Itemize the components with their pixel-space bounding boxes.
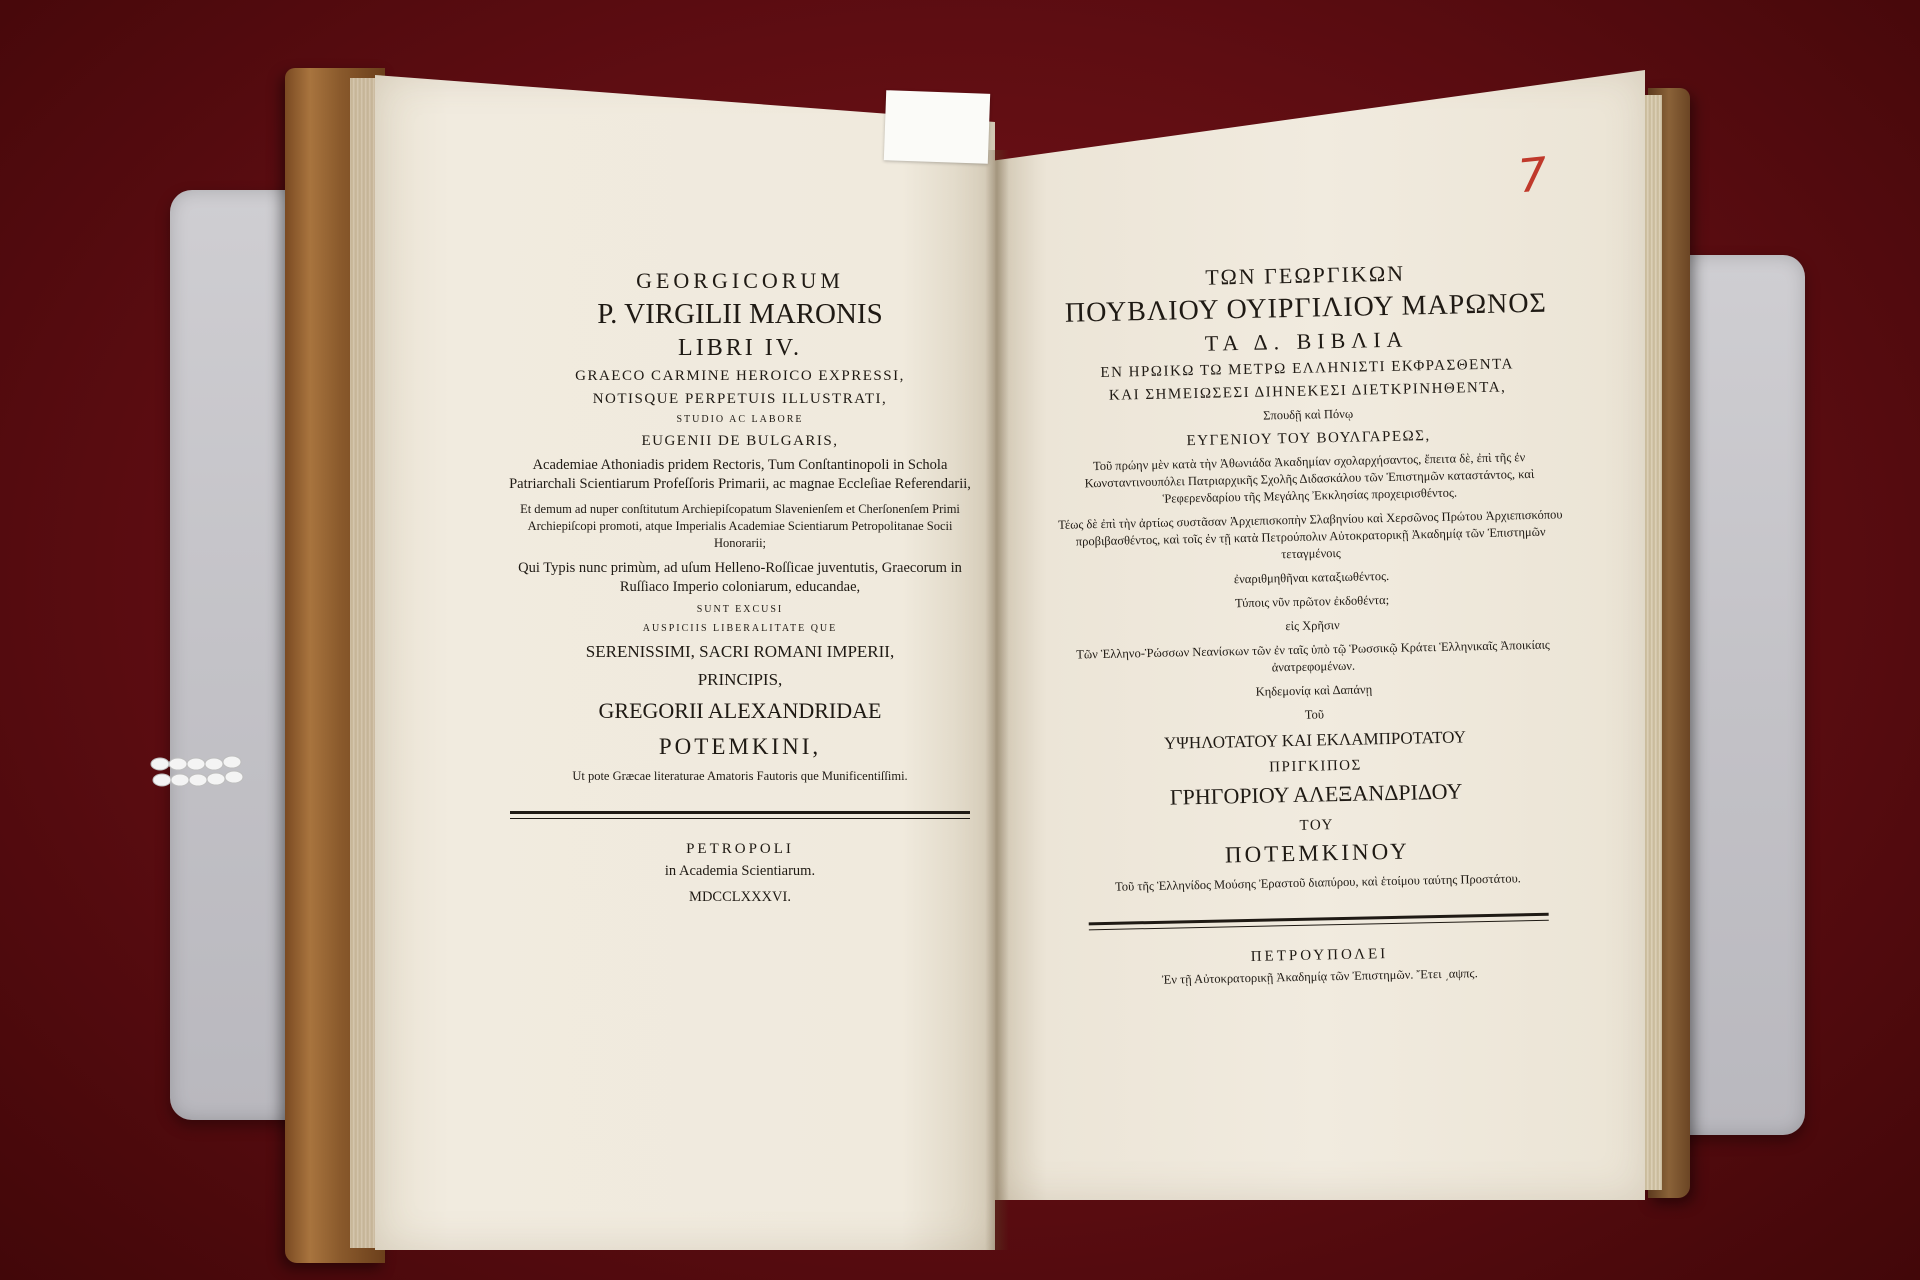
folio-annotation: 7 <box>1515 146 1551 204</box>
latin-title-line: Ut pote Græcae literaturae Amatoris Fautoris que Munificentiſſimi. <box>572 769 908 783</box>
greek-title-line: ΠΟΥΒΛΙΟΥ ΟΥΙΡΓΙΛΙΟΥ ΜΑΡΩΝΟΣ <box>1064 287 1548 329</box>
greek-title-line: Τῶν Ἑλληνο-Ῥώσσων Νεανίσκων τῶν ἐν ταῖς ὑπὸ τῷ Ῥωσσικῷ Κράτει Ἑλληνικαῖς Ἀποικίαις ἀνατρεφομένων. <box>1076 637 1550 675</box>
imprint-line: ΠΕΤΡΟΥΠΟΛΕΙ <box>1250 946 1389 965</box>
left-title-text <box>505 268 975 914</box>
latin-title-line: Academiae Athoniadis pridem Rectoris, Tum Conſtantinopoli in Schola Patriarchali Scientiarum Profeſſoris Primarii, ac magnae Eccleſiae Referendarii, <box>509 457 971 492</box>
greek-title-line: ΥΨΗΛΟΤΑΤΟΥ ΚΑΙ ΕΚΛΑΜΠΡΟΤΑΤΟΥ <box>1163 727 1467 753</box>
latin-title-line: SERENISSIMI, SACRI ROMANI IMPERII, <box>585 642 895 661</box>
greek-title-line: ἐναριθμηθῆναι καταξιωθέντος. <box>1233 568 1390 587</box>
bookmark-string <box>150 752 290 792</box>
latin-title-line: SUNT EXCUSI <box>696 604 784 615</box>
greek-title-line: Τοῦ <box>1304 707 1325 722</box>
greek-title-line: ΕΥΓΕΝΙΟΥ ΤΟΥ ΒΟΥΛΓΑΡΕΩΣ, <box>1186 428 1431 450</box>
latin-title-line: Qui Typis nunc primùm, ad uſum Helleno-Roſſicae juventutis, Graecorum in Ruſſiaco Imperio coloniarum, educandae, <box>518 560 962 595</box>
greek-title-line: εἰς Χρῆσιν <box>1285 618 1340 634</box>
latin-title-line: STUDIO AC LABORE <box>676 414 804 425</box>
greek-title-line: ΤΩΝ ΓΕΩΡΓΙΚΩΝ <box>1205 260 1406 290</box>
greek-title-line: ΕΝ ΗΡΩΙΚΩ ΤΩ ΜΕΤΡΩ ΕΛΛΗΝΙΣΤΙ ΕΚΦΡΑΣΘΕΝΤΑ <box>1100 356 1515 381</box>
book-gutter <box>985 150 1009 1250</box>
greek-title-line: Τοῦ τῆς Ἑλληνίδος Μούσης Ἐραστοῦ διαπύρου, καὶ ἑτοίμου ταύτης Προστάτου. <box>1114 871 1521 894</box>
imprint-line: PETROPOLI <box>686 841 794 857</box>
imprint-line: in Academia Scientiarum. <box>664 863 816 879</box>
greek-title-line: Σπουδῇ καὶ Πόνῳ <box>1263 406 1354 423</box>
latin-title-line: POTEMKINI, <box>658 734 822 759</box>
greek-title-line: ΤΟΥ <box>1299 817 1335 834</box>
latin-title-line: LIBRI IV. <box>678 335 802 361</box>
imprint-line: MDCCLXXXVI. <box>689 889 791 905</box>
right-title-text <box>1050 257 1575 998</box>
latin-title-line: EUGENII DE BULGARIS, <box>641 433 839 449</box>
latin-title-line: Et demum ad nuper conſtitutum Archiepiſcopatum Slavenienſem et Cherſonenſem Primi Archiepiſcopi promoti, atque Imperialis Academiae Scientiarum Petropolitanae Socii Honorarii; <box>520 502 960 550</box>
double-rule-right <box>1089 913 1549 931</box>
greek-title-line: Τύποις νῦν πρῶτον ἐκδοθέντα; <box>1234 592 1390 611</box>
library-slip <box>884 90 990 164</box>
greek-title-line: ΓΡΗΓΟΡΙΟΥ ΑΛΕΞΑΝΔΡΙΔΟΥ <box>1169 778 1463 810</box>
latin-title-line: P. VIRGILII MARONIS <box>597 298 883 330</box>
latin-title-line: GRAECO CARMINE HEROICO EXPRESSI, <box>575 368 905 384</box>
greek-title-line: ΠΟΤΕΜΚΙΝΟΥ <box>1224 838 1410 868</box>
greek-title-line: Τοῦ πρώην μὲν κατὰ τὴν Ἀθωνιάδα Ἀκαδημίαν σχολαρχήσαντος, ἔπειτα δὲ, ἐπὶ τῆς ἐν Κωνσταντινουπόλει Πατριαρχικῆς Σχολῆς Διδασκάλου τῶν Ἐπιστημῶν καταστάντος, καὶ Ῥεφερενδαρίου τῆς Μεγάλης Ἐκκλησίας προχειρισθέντος. <box>1084 450 1535 506</box>
double-rule-left <box>510 811 970 819</box>
greek-title-line: ΠΡΙΓΚΙΠΟΣ <box>1269 757 1362 776</box>
greek-title-line: ΤΑ Δ. ΒΙΒΛΙΑ <box>1204 326 1409 356</box>
imprint-line: Ἐν τῇ Αὐτοκρατορικῇ Ἀκαδημίᾳ τῶν Ἐπιστημῶν. Ἔτει ͵αψπϛ. <box>1161 966 1478 987</box>
greek-title-line: Κηδεμονίᾳ καὶ Δαπάνῃ <box>1255 682 1373 699</box>
greek-title-line: ΚΑΙ ΣΗΜΕΙΩΣΕΣΙ ΔΙΗΝΕΚΕΣΙ ΔΙΕΤΚΡΙΝΗΘΕΝΤΑ, <box>1108 379 1507 404</box>
greek-title-line: Τέως δὲ ἐπὶ τὴν ἀρτίως συστᾶσαν Ἀρχιεπισκοπὴν Σλαβηνίου καὶ Χερσῶνος Πρώτου Ἀρχιεπισκόπου προβιβασθέντος, καὶ τοῖς ἐν τῇ κατὰ Πετρούπολιν Αὐτοκρατορικῇ Ἀκαδημίᾳ τῶν Ἐπιστημῶν τεταγμένοις <box>1057 507 1563 562</box>
latin-title-line: AUSPICIIS LIBERALITATE QUE <box>642 623 838 634</box>
latin-title-line: GEORGICORUM <box>636 268 844 293</box>
latin-title-line: PRINCIPIS, <box>697 670 783 689</box>
latin-title-line: GREGORII ALEXANDRIDAE <box>598 698 882 723</box>
latin-title-line: NOTISQUE PERPETUIS ILLUSTRATI, <box>592 391 888 407</box>
